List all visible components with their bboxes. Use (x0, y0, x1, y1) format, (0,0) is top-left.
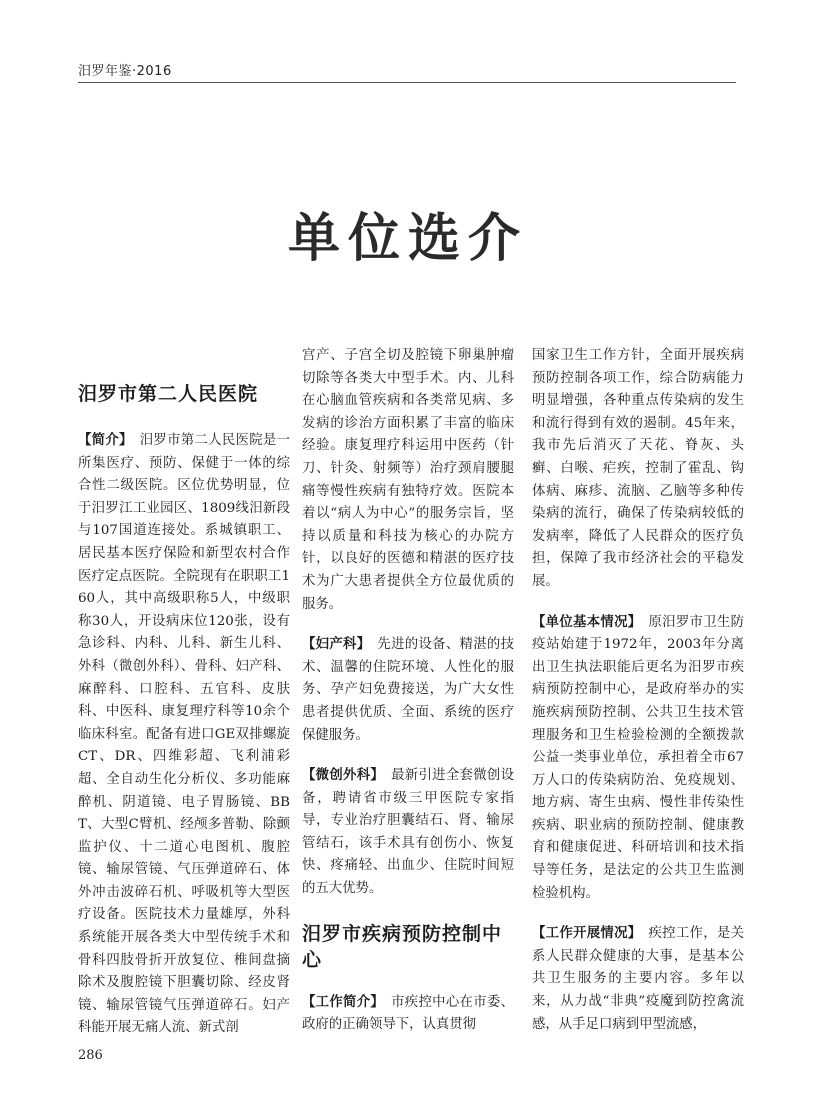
section-text: 最新引进全套微创设备，聘请省市级三甲医院专家指导，专业治疗胆囊结石、肾、输尿管结石，该手术具有创伤小、恢复快、疼痛轻、出血少、住院时间短的五大优势。 (302, 768, 514, 897)
section-tag: 【工作简介】 (302, 993, 378, 1010)
section-text: 市疾控中心在市委、政府的正确领导下，认真贯彻 (302, 994, 514, 1033)
section-tag: 【简介】 (78, 432, 127, 448)
header-rule (78, 82, 736, 83)
section-tag: 【单位基本情况】 (532, 613, 635, 630)
section-work-progress (532, 922, 744, 1036)
section-tag: 【工作开展情况】 (532, 925, 635, 942)
continued-paragraph: 国家卫生工作方针，全面开展疾病预防控制各项工作，综合防病能力明显增强，各种重点传染病的发生和流行得到有效的遏制。45年来，我市先后消灭了天花、脊灰、头癣、白喉、疟疾，控制了霍乱、钩体病、麻疹、流脑、乙脑等多种传染病的流行，确保了传染病较低的发病率，降低了人民群众的医疗负担，保障了我市经济社会的平稳发展。 (532, 348, 744, 589)
org-title-cdc: 汨罗市疾病预防控制中心 (302, 922, 503, 971)
section-obstetrics (302, 633, 514, 747)
section-tag: 【微创外科】 (302, 767, 378, 784)
section-work-intro (302, 991, 514, 1037)
section-text: 原汨罗市卫生防疫站始建于1972年，2003年分离出卫生执法职能后更名为汨罗市疾病预防控制中心，是政府举办的实施疾病预防控制、公共卫生技术管理服务和卫生检验检测的全额拨款公益一类事业单位，承担着全市67万人口的传染病防治、免疫规划、地方病、寄生虫病、慢性非传染性疾病、职业病的预防控制、健康教育和健康促进、科研培训和技术指导等任务，是法定的公共卫生监测检验机构。 (532, 614, 744, 901)
column-1 (78, 355, 290, 1040)
page-title: 单位选介 (287, 208, 528, 269)
section-text: 疾控工作，是关系人民群众健康的大事，是基本公共卫生服务的主要内容。多年以来，从力战“非典”疫魔到防控禽流感，从手足口病到甲型流感， (532, 926, 744, 1032)
page-number: 286 (78, 1048, 103, 1063)
section-tag: 【妇产科】 (302, 636, 364, 653)
section-intro (78, 429, 290, 1040)
section-text: 先进的设备、精湛的技术、温馨的住院环境、人性化的服务、孕产妇免费接送，为广大女性患者提供优质、全面、系统的医疗保健服务。 (302, 637, 514, 743)
org-title-second-hospital: 汨罗市第二人民医院 (78, 383, 259, 405)
section-text: 汨罗市第二人民医院是一所集医疗、预防、保健于一体的综合性二级医院。区位优势明显，位于汨罗江工业园区、1809线汨新段与107国道连接处。系城镇职工、居民基本医疗保险和新型农村合作医疗定点医院。全院现有在职职工160人，其中高级职称5人，中级职称30人，开设病床位120张，设有急诊科、内科、儿科、新生儿科、外科（微创外科）、骨科、妇产科、麻醉科、口腔科、五官科、皮肤科、中医科、康复理疗科等10余个临床科室。配备有进口GE双排螺旋CT、DR、四维彩超、飞利浦彩超、全自动生化分析仪、多功能麻醉机、阴道镜、电子胃肠镜、BBT、大型C臂机、经颅多普勒、除颤监护仪、十二道心电图机、腹腔镜、输尿管镜、气压弹道碎石、体外冲击波碎石机、呼吸机等大型医疗设备。医院技术力量雄厚，外科系统能开展各类大中型传统手术和骨科四肢骨折开放复位、椎间盘摘除术及腹腔镜下胆囊切除、经皮肾镜、输尿管镜气压弹道碎石。妇产科能开展无痛人流、新式剖 (78, 433, 290, 1036)
running-header: 汨罗年鉴·2016 (78, 64, 172, 79)
column-3 (532, 345, 744, 1036)
column-2 (302, 345, 514, 1037)
section-basic-info (532, 611, 744, 906)
continued-paragraph: 宫产、子宫全切及腔镜下卵巢肿瘤切除等各类大中型手术。内、儿科在心脑血管疾病和各类常见病、多发病的诊治方面积累了丰富的临床经验。康复理疗科运用中医药（针刀、针灸、射频等）治疗颈肩腰腿痛等慢性疾病有独特疗效。医院本着以“病人为中心”的服务宗旨，坚持以质量和科技为核心的办院方针，以良好的医德和精湛的医疗技术为广大患者提供全方位最优质的服务。 (302, 348, 514, 612)
section-minimally-invasive (302, 764, 514, 901)
